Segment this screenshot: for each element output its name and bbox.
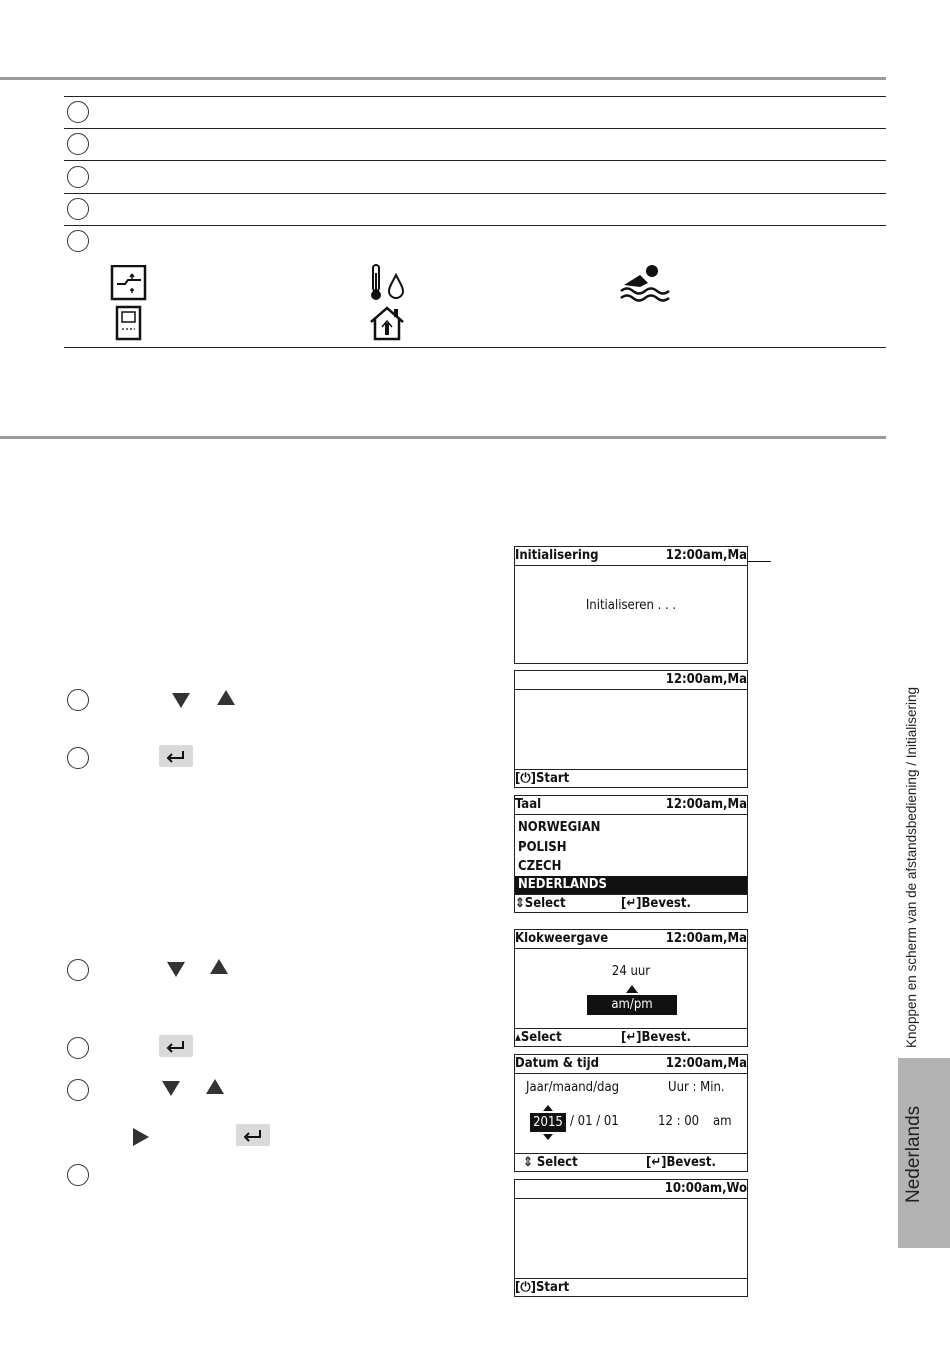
table-rule — [64, 193, 886, 194]
language-item: POLISH — [518, 839, 567, 855]
enter-key — [159, 1035, 193, 1057]
lcd-screen-taal — [514, 795, 748, 913]
lcd-screen-initialisering — [514, 546, 748, 664]
lcd-screen-start-final — [514, 1179, 748, 1297]
footer-select: ⇕Select — [515, 896, 566, 911]
lcd-clock: 12:00am,Ma — [665, 672, 747, 687]
language-tab-label: Nederlands — [903, 1105, 924, 1203]
down-key-icon — [160, 1078, 182, 1098]
table-rule — [64, 160, 886, 161]
step-circle — [67, 1164, 89, 1186]
lcd-title-bar — [515, 671, 747, 690]
clock-option-24h: 24 uur — [611, 964, 651, 979]
step-circle — [67, 230, 89, 252]
lcd-title: Datum & tijd — [515, 1056, 600, 1071]
time-field: 12 : 00 — [658, 1114, 700, 1129]
up-key-icon — [204, 1077, 226, 1097]
side-section-text: Knoppen en scherm van de afstandsbediening / Initialisering — [904, 687, 919, 1048]
lcd-title-bar — [515, 547, 747, 566]
footer-select: ▴Select — [515, 1030, 562, 1045]
lcd-title: Taal — [515, 797, 542, 812]
lcd-clock: 12:00am,Ma — [665, 931, 747, 946]
step-circle — [67, 959, 89, 981]
section-divider — [0, 436, 886, 439]
scroll-up-icon — [543, 1105, 553, 1111]
swimming-icon — [618, 263, 670, 303]
lcd-title: Initialisering — [515, 548, 599, 563]
scroll-down-icon — [543, 1134, 553, 1140]
footer-confirm: [↵]Bevest. — [646, 1155, 716, 1170]
clock-option-ampm-selected: am/pm — [587, 995, 677, 1015]
step-circle — [67, 198, 89, 220]
enter-icon — [159, 1035, 193, 1057]
lcd-title-bar — [515, 1055, 747, 1074]
language-item: CZECH — [518, 859, 562, 874]
lcd-clock: 12:00am,Ma — [665, 1056, 747, 1071]
scroll-up-icon — [626, 985, 638, 993]
lcd-title: Klokweergave — [515, 931, 609, 946]
month-day-field: / 01 / 01 — [570, 1114, 619, 1129]
section-divider-top — [0, 77, 886, 80]
enter-key — [159, 745, 193, 767]
step-circle — [67, 133, 89, 155]
remote-controller-icon — [114, 305, 144, 341]
year-field-selected: 2015 — [530, 1113, 566, 1132]
step-circle — [67, 101, 89, 123]
ampm-field: am — [713, 1114, 732, 1129]
lcd-title-bar — [515, 796, 747, 815]
step-circle — [67, 1037, 89, 1059]
house-icon — [368, 305, 406, 341]
table-rule — [64, 96, 886, 97]
lcd-footer — [515, 894, 747, 912]
lcd-clock: 12:00am,Ma — [665, 797, 747, 812]
temperature-water-icon — [368, 263, 408, 303]
lcd-title-bar — [515, 1180, 747, 1199]
lcd-footer — [515, 1028, 747, 1046]
lcd-footer: [⏻]Start — [515, 769, 747, 787]
lcd-screen-klokweergave — [514, 929, 748, 1047]
step-circle — [67, 166, 89, 188]
table-rule — [64, 347, 886, 348]
time-label: Uur : Min. — [668, 1080, 725, 1095]
footer-confirm: [↵]Bevest. — [621, 1030, 691, 1045]
up-key-icon — [215, 688, 237, 708]
table-rule — [64, 225, 886, 226]
up-key-icon — [208, 957, 230, 977]
lcd-title-bar — [515, 930, 747, 949]
language-item: NORWEGIAN — [518, 820, 601, 835]
lcd-clock: 12:00am,Ma — [665, 548, 747, 563]
down-key-icon — [170, 690, 192, 710]
heat-pump-icon — [110, 265, 148, 301]
lcd-clock: 10:00am,Wo — [664, 1181, 747, 1196]
lcd-footer: [⏻]Start — [515, 1278, 747, 1296]
footer-select: ⇕ Select — [523, 1155, 578, 1170]
right-key-icon — [130, 1126, 152, 1148]
step-circle — [67, 689, 89, 711]
language-item-selected: NEDERLANDS — [515, 876, 747, 894]
footer-confirm: [↵]Bevest. — [621, 896, 691, 911]
lcd-message: Initialiseren . . . — [585, 598, 677, 613]
enter-key — [236, 1124, 270, 1146]
date-label: Jaar/maand/dag — [526, 1080, 620, 1095]
table-rule — [64, 128, 886, 129]
enter-icon — [236, 1124, 270, 1146]
step-circle — [67, 1079, 89, 1101]
lcd-screen-datum-tijd — [514, 1054, 748, 1172]
down-key-icon — [165, 959, 187, 979]
callout-line — [747, 561, 771, 562]
lcd-screen-start — [514, 670, 748, 788]
step-circle — [67, 747, 89, 769]
lcd-footer — [515, 1153, 747, 1171]
enter-icon — [159, 745, 193, 767]
language-list — [518, 818, 600, 877]
